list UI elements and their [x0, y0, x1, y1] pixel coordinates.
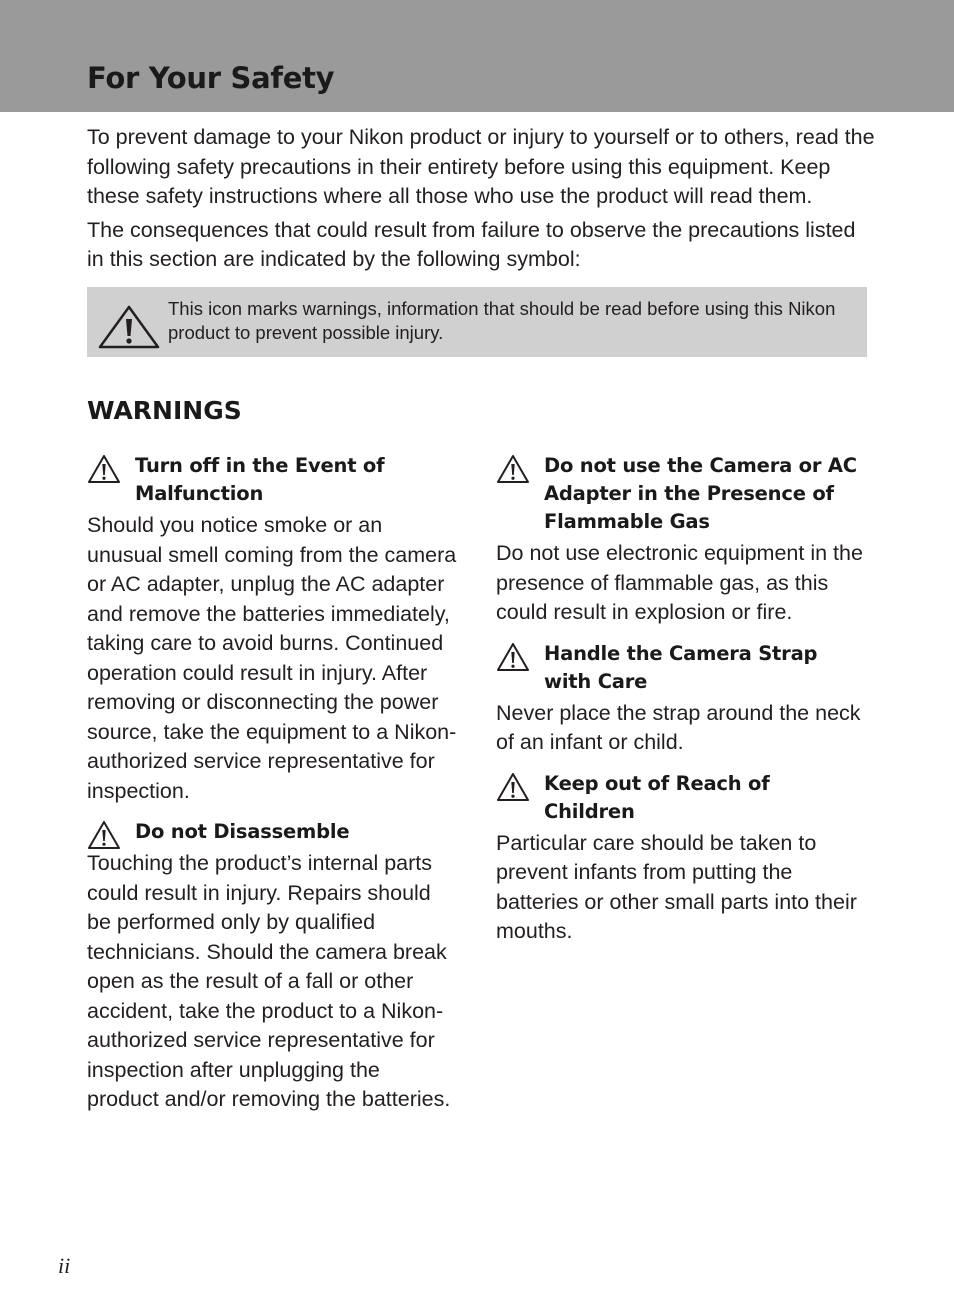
warning-title-row	[496, 770, 866, 826]
warnings-right-column	[496, 452, 866, 959]
warning-title: Do not Disassemble	[135, 820, 350, 843]
intro-paragraph: The consequences that could result from failure to observe the precautions listed in this section are indicated by the following symbol:	[87, 217, 856, 271]
warning-body: Particular care should be taken to prevent infants from putting the batteries or other small parts into their mouths.	[496, 830, 857, 943]
warning-item	[87, 452, 457, 806]
warning-item	[496, 452, 866, 628]
warning-triangle-icon	[87, 454, 121, 484]
warning-title: Keep out of Reach of Children	[544, 771, 770, 823]
warning-triangle-icon	[496, 642, 530, 672]
intro-section	[87, 123, 877, 279]
warning-title: Turn off in the Event of Malfunction	[135, 454, 385, 505]
warning-title: Do not use the Camera or AC Adapter in the Presence of Flammable Gas	[544, 454, 857, 533]
warning-body: Should you notice smoke or an unusual smell coming from the camera or AC adapter, unplug the AC adapter and remove the batteries immediately, taking care to avoid burns. Continued operation could result in injury. After removing or disconnecting the power source, take the equipment to a Nikon-authorized service representative for inspection.	[87, 513, 457, 803]
warning-title-row	[87, 452, 457, 508]
warning-item	[496, 640, 866, 758]
intro-paragraph: To prevent damage to your Nikon product or injury to yourself or to others, read the following safety precautions in their entirety before using this equipment. Keep these safety instructions where all those who use the product will read them.	[87, 125, 875, 208]
page-title: For Your Safety	[87, 61, 335, 95]
warning-body: Never place the strap around the neck of an infant or child.	[496, 700, 861, 754]
notice-text: This icon marks warnings, information that should be read before using this Nikon product to prevent possible injury.	[168, 298, 836, 343]
warning-triangle-icon	[87, 820, 121, 850]
symbol-notice-box	[87, 287, 867, 357]
warning-triangle-icon	[97, 304, 161, 350]
warning-title-row	[496, 640, 866, 696]
page-number: ii	[58, 1253, 71, 1278]
warning-title-row	[496, 452, 866, 536]
warning-item	[87, 818, 457, 1115]
warning-triangle-icon	[496, 772, 530, 802]
warning-item	[496, 770, 866, 947]
warning-body: Touching the product’s internal parts could result in injury. Repairs should be performed only by qualified technicians. Should the camera break open as the result of a fall or other accident, take the product to a Nikon-authorized service representative for inspection after unplugging the product and/or removing the batteries.	[87, 851, 451, 1111]
warning-triangle-icon	[496, 454, 530, 484]
warning-title: Handle the Camera Strap with Care	[544, 641, 818, 693]
warning-body: Do not use electronic equipment in the presence of flammable gas, as this could result in explosion or fire.	[496, 541, 863, 624]
warnings-left-column	[87, 452, 457, 1127]
warning-title-row	[87, 818, 457, 846]
warnings-heading: WARNINGS	[87, 396, 242, 425]
